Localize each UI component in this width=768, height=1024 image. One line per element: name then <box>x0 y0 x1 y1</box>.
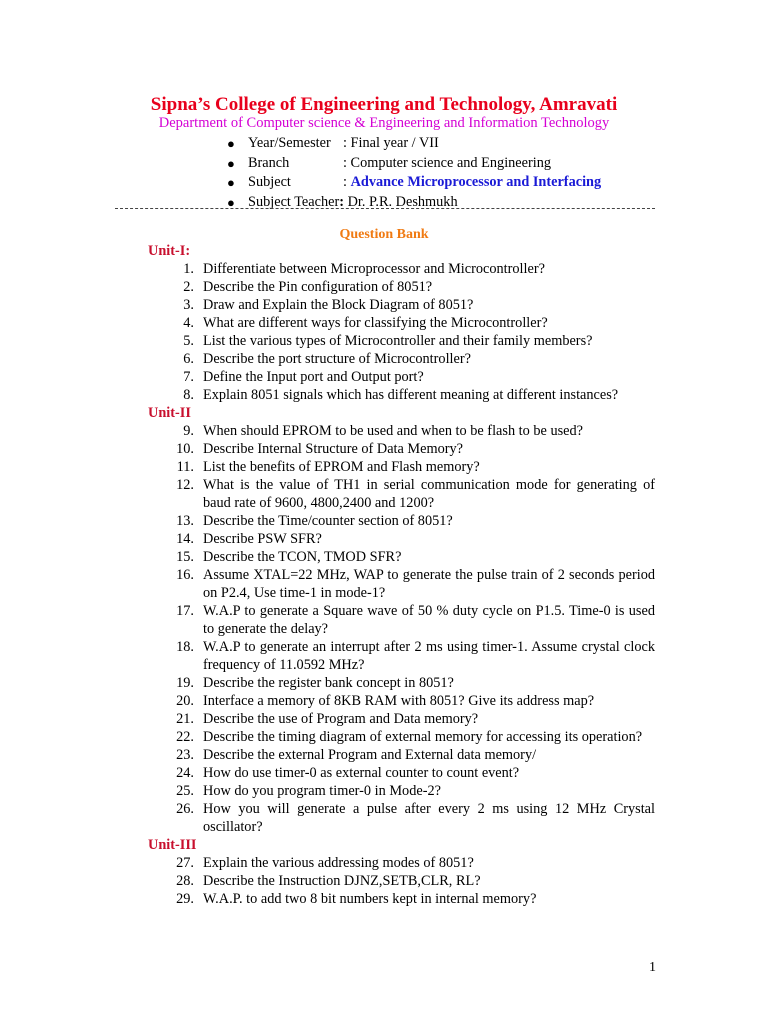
question-item <box>0 566 768 602</box>
question-text: Describe Internal Structure of Data Memory? <box>203 441 464 457</box>
question-item <box>0 422 768 440</box>
question-item <box>0 368 768 386</box>
info-value <box>248 193 458 213</box>
question-text: Describe the timing diagram of external memory for accessing its operation? <box>203 729 643 745</box>
question-item <box>0 476 768 512</box>
info-label: Branch <box>248 154 290 171</box>
units-list <box>0 242 768 908</box>
question-number: 7. <box>183 369 194 385</box>
department-name: Department of Computer science & Engineering and Information Technology <box>158 115 610 131</box>
question-number: 18. <box>176 639 194 655</box>
question-number: 15. <box>176 549 194 565</box>
divider-line <box>115 208 655 209</box>
question-item <box>0 692 768 710</box>
question-number: 8. <box>183 387 194 403</box>
question-text: Define the Input port and Output port? <box>203 369 424 385</box>
question-number: 28. <box>176 873 194 889</box>
question-item <box>0 728 768 746</box>
question-text: Assume XTAL=22 MHz, WAP to generate the pulse train of 2 seconds period on P2.4, Use time-1 in mode-1? <box>203 567 655 601</box>
question-number: 19. <box>176 675 194 691</box>
question-text: Explain 8051 signals which has different meaning at different instances? <box>203 387 619 403</box>
question-text: When should EPROM to be used and when to be flash to be used? <box>203 423 583 439</box>
info-label: Subject Teacher <box>248 193 340 210</box>
question-text: Interface a memory of 8KB RAM with 8051? Give its address map? <box>203 693 595 709</box>
question-item <box>0 854 768 872</box>
question-number: 14. <box>176 531 194 547</box>
info-row-teacher <box>223 193 683 213</box>
question-text: What are different ways for classifying the Microcontroller? <box>203 315 548 331</box>
question-number: 3. <box>183 297 194 313</box>
question-number: 29. <box>176 891 194 907</box>
question-item <box>0 260 768 278</box>
question-text: Describe the port structure of Microcontroller? <box>203 351 471 367</box>
question-number: 26. <box>176 801 194 817</box>
question-number: 16. <box>176 567 194 583</box>
question-number: 2. <box>183 279 194 295</box>
question-text: Describe PSW SFR? <box>203 531 322 547</box>
question-item <box>0 512 768 530</box>
question-item <box>0 440 768 458</box>
question-number: 5. <box>183 333 194 349</box>
unit-title: Unit-II <box>148 405 191 421</box>
question-number: 12. <box>176 477 194 493</box>
info-colon: : <box>339 193 344 210</box>
question-text: How you will generate a pulse after every 2 ms using 12 MHz Crystal oscillator? <box>203 801 655 835</box>
question-number: 10. <box>176 441 194 457</box>
question-number: 24. <box>176 765 194 781</box>
question-item <box>0 350 768 368</box>
question-text: W.A.P to generate a Square wave of 50 % duty cycle on P1.5. Time-0 is used to generate the delay? <box>203 603 655 637</box>
question-text: Differentiate between Microprocessor and Microcontroller? <box>203 261 545 277</box>
question-item <box>0 314 768 332</box>
question-item <box>0 764 768 782</box>
question-text: Describe the register bank concept in 8051? <box>203 675 454 691</box>
question-number: 20. <box>176 693 194 709</box>
question-text: W.A.P. to add two 8 bit numbers kept in internal memory? <box>203 891 537 907</box>
subject-name: Advance Microprocessor and Interfacing <box>350 174 602 190</box>
question-text: List the various types of Microcontroller and their family members? <box>203 333 593 349</box>
info-value <box>343 173 601 193</box>
question-number: 27. <box>176 855 194 871</box>
question-text: W.A.P to generate an interrupt after 2 ms using timer-1. Assume crystal clock frequency of 11.0592 MHz? <box>203 639 655 673</box>
info-value: : Computer science and Engineering <box>343 154 552 171</box>
bullet-icon: ● <box>227 194 235 210</box>
info-label: Year/Semester <box>248 135 331 151</box>
question-text: Describe the Time/counter section of 8051? <box>203 513 453 529</box>
bullet-icon: ● <box>227 155 235 171</box>
question-number: 4. <box>183 315 194 331</box>
course-info <box>223 134 683 212</box>
question-text: Describe the external Program and External data memory/ <box>203 747 537 763</box>
question-text: Describe the Pin configuration of 8051? <box>203 279 433 295</box>
question-number: 9. <box>183 423 194 439</box>
question-text: Draw and Explain the Block Diagram of 8051? <box>203 297 474 313</box>
question-text: Explain the various addressing modes of 8051? <box>203 855 474 871</box>
info-label: Subject <box>248 174 291 190</box>
bullet-icon: ● <box>227 136 235 151</box>
question-item <box>0 890 768 908</box>
question-text: How do use timer-0 as external counter to count event? <box>203 765 520 781</box>
question-item <box>0 548 768 566</box>
info-row-branch <box>223 154 683 174</box>
question-number: 25. <box>176 783 194 799</box>
question-number: 13. <box>176 513 194 529</box>
info-colon: : <box>343 174 347 190</box>
question-item <box>0 710 768 728</box>
question-item <box>0 602 768 638</box>
info-row-year <box>223 134 683 154</box>
page-number: 1 <box>649 960 656 975</box>
unit-title: Unit-I: <box>148 243 191 259</box>
question-item <box>0 746 768 764</box>
question-number: 6. <box>183 351 194 367</box>
question-item <box>0 782 768 800</box>
question-number: 11. <box>176 459 194 475</box>
info-row-subject <box>223 173 683 193</box>
college-name: Sipna’s College of Engineering and Technology, Amravati <box>150 94 618 115</box>
question-item <box>0 674 768 692</box>
question-text: Describe the Instruction DJNZ,SETB,CLR, RL? <box>203 873 481 889</box>
question-item <box>0 458 768 476</box>
question-item <box>0 386 768 404</box>
question-text: Describe the use of Program and Data memory? <box>203 711 479 727</box>
question-number: 22. <box>176 729 194 745</box>
question-item <box>0 296 768 314</box>
question-text: Describe the TCON, TMOD SFR? <box>203 549 402 565</box>
question-number: 17. <box>176 603 194 619</box>
teacher-name: Dr. P.R. Deshmukh <box>344 193 458 210</box>
unit-title: Unit-III <box>148 837 197 853</box>
question-item <box>0 872 768 890</box>
question-number: 21. <box>176 711 194 727</box>
question-text: How do you program timer-0 in Mode-2? <box>203 783 441 799</box>
question-text: What is the value of TH1 in serial communication mode for generating of baud rate of 9600, 4800,2400 and 1200? <box>203 477 655 511</box>
question-item <box>0 530 768 548</box>
question-number: 1. <box>183 261 194 277</box>
question-bank-title: Question Bank <box>339 227 429 242</box>
bullet-icon: ● <box>227 175 235 190</box>
question-number: 23. <box>176 747 194 763</box>
question-item <box>0 332 768 350</box>
info-value: : Final year / VII <box>343 135 439 151</box>
question-item <box>0 278 768 296</box>
question-item <box>0 800 768 836</box>
question-item <box>0 638 768 674</box>
question-text: List the benefits of EPROM and Flash memory? <box>203 459 480 475</box>
